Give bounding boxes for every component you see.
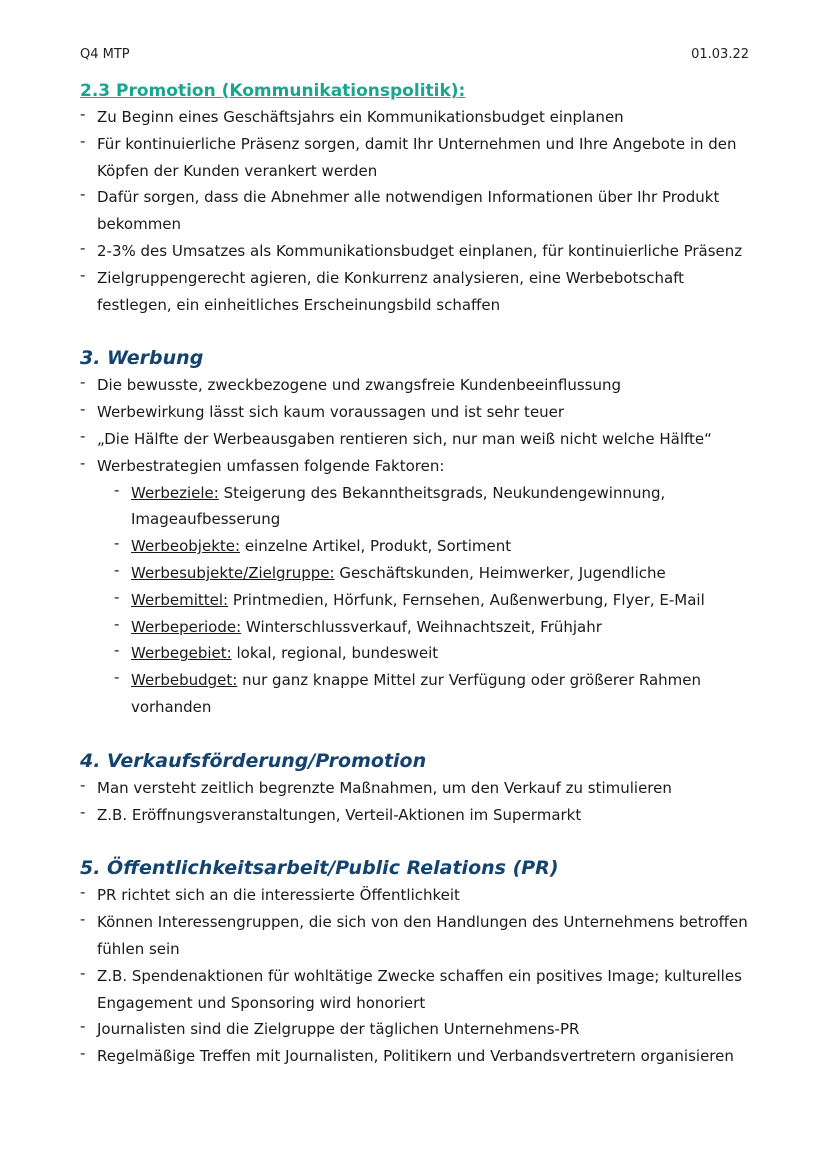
- section-public-relations: [80, 854, 760, 1070]
- section-title: 2.3 Promotion (Kommunikationspolitik):: [80, 81, 466, 101]
- bullet-list: [80, 372, 760, 720]
- header-course: Q4 MTP: [80, 47, 130, 62]
- section-promotion-kommunikationspolitik: [80, 78, 760, 318]
- sub-bullet-list: [97, 480, 760, 721]
- list-item: [114, 533, 760, 560]
- section-title: 5. Öffentlichkeitsarbeit/Public Relations (PR): [80, 857, 559, 880]
- term-label: Werbeziele:: [131, 483, 219, 502]
- term-text: Geschäftskunden, Heimwerker, Jugendliche: [334, 563, 666, 582]
- list-item-text: Werbestrategien umfassen folgende Faktoren:: [97, 456, 445, 475]
- term-text: Winterschlussverkauf, Weihnachtszeit, Frühjahr: [241, 617, 602, 636]
- term-label: Werbesubjekte/Zielgruppe:: [131, 563, 335, 582]
- term-label: Werbemittel:: [131, 590, 229, 609]
- list-item: - Zu Beginn eines Geschäftsjahrs ein Kommunikationsbudget einplanen: [80, 104, 760, 131]
- document-body: [80, 78, 760, 1070]
- term-text: nur ganz knappe Mittel zur Verfügung oder größerer Rahmen vorhanden: [131, 671, 702, 716]
- term-text: einzelne Artikel, Produkt, Sortiment: [240, 537, 512, 556]
- list-item: [114, 587, 760, 614]
- list-item: - Z.B. Eröffnungsveranstaltungen, Verteil-Aktionen im Supermarkt: [80, 802, 760, 829]
- list-item: [114, 614, 760, 641]
- list-item: - 2-3% des Umsatzes als Kommunikationsbudget einplanen, für kontinuierliche Präsenz: [80, 238, 760, 265]
- list-item: - Z.B. Spendenaktionen für wohltätige Zwecke schaffen ein positives Image; kulturelles Engagement und Sponsoring wird honoriert: [80, 963, 760, 1017]
- list-item: [114, 560, 760, 587]
- list-item: - Regelmäßige Treffen mit Journalisten, Politikern und Verbandsvertretern organisieren: [80, 1043, 760, 1070]
- list-item: - Werbewirkung lässt sich kaum voraussagen und ist sehr teuer: [80, 399, 760, 426]
- list-item: - Journalisten sind die Zielgruppe der täglichen Unternehmens-PR: [80, 1016, 760, 1043]
- term-label: Werbeperiode:: [131, 617, 242, 636]
- bullet-list: [80, 775, 760, 829]
- term-text: Steigerung des Bekanntheitsgrads, Neukundengewinnung, Imageaufbesserung: [131, 483, 666, 529]
- header-date: 01.03.22: [691, 47, 749, 62]
- section-verkaufsfoerderung: [80, 747, 760, 829]
- list-item: [114, 640, 760, 667]
- list-item: - Dafür sorgen, dass die Abnehmer alle notwendigen Informationen über Ihr Produkt bekommen: [80, 184, 760, 238]
- section-werbung: [80, 344, 760, 720]
- list-item: - Zielgruppengerecht agieren, die Konkurrenz analysieren, eine Werbebotschaft festlegen, ein einheitliches Erscheinungsbild schaffen: [80, 265, 760, 319]
- list-item: - „Die Hälfte der Werbeausgaben rentieren sich, nur man weiß nicht welche Hälfte“: [80, 426, 760, 453]
- list-item: [80, 453, 760, 721]
- list-item: - Für kontinuierliche Präsenz sorgen, damit Ihr Unternehmen und Ihre Angebote in den Köpfen der Kunden verankert werden: [80, 131, 760, 185]
- list-item: [114, 480, 760, 534]
- term-label: Werbegebiet:: [131, 644, 232, 663]
- term-text: Printmedien, Hörfunk, Fernsehen, Außenwerbung, Flyer, E-Mail: [228, 590, 705, 609]
- list-item: - Können Interessengruppen, die sich von den Handlungen des Unternehmens betroffen fühlen sein: [80, 909, 760, 963]
- list-item: - Man versteht zeitlich begrenzte Maßnahmen, um den Verkauf zu stimulieren: [80, 775, 760, 802]
- section-title: 4. Verkaufsförderung/Promotion: [80, 749, 427, 772]
- bullet-list: [80, 882, 760, 1070]
- list-item: - PR richtet sich an die interessierte Öffentlichkeit: [80, 882, 760, 909]
- list-item: - Die bewusste, zweckbezogene und zwangsfreie Kundenbeeinflussung: [80, 372, 760, 399]
- list-item: [114, 667, 760, 721]
- bullet-list: [80, 104, 760, 318]
- term-label: Werbeobjekte:: [131, 537, 241, 556]
- section-title: 3. Werbung: [80, 347, 204, 370]
- term-label: Werbebudget:: [131, 671, 238, 690]
- term-text: lokal, regional, bundesweit: [231, 644, 439, 663]
